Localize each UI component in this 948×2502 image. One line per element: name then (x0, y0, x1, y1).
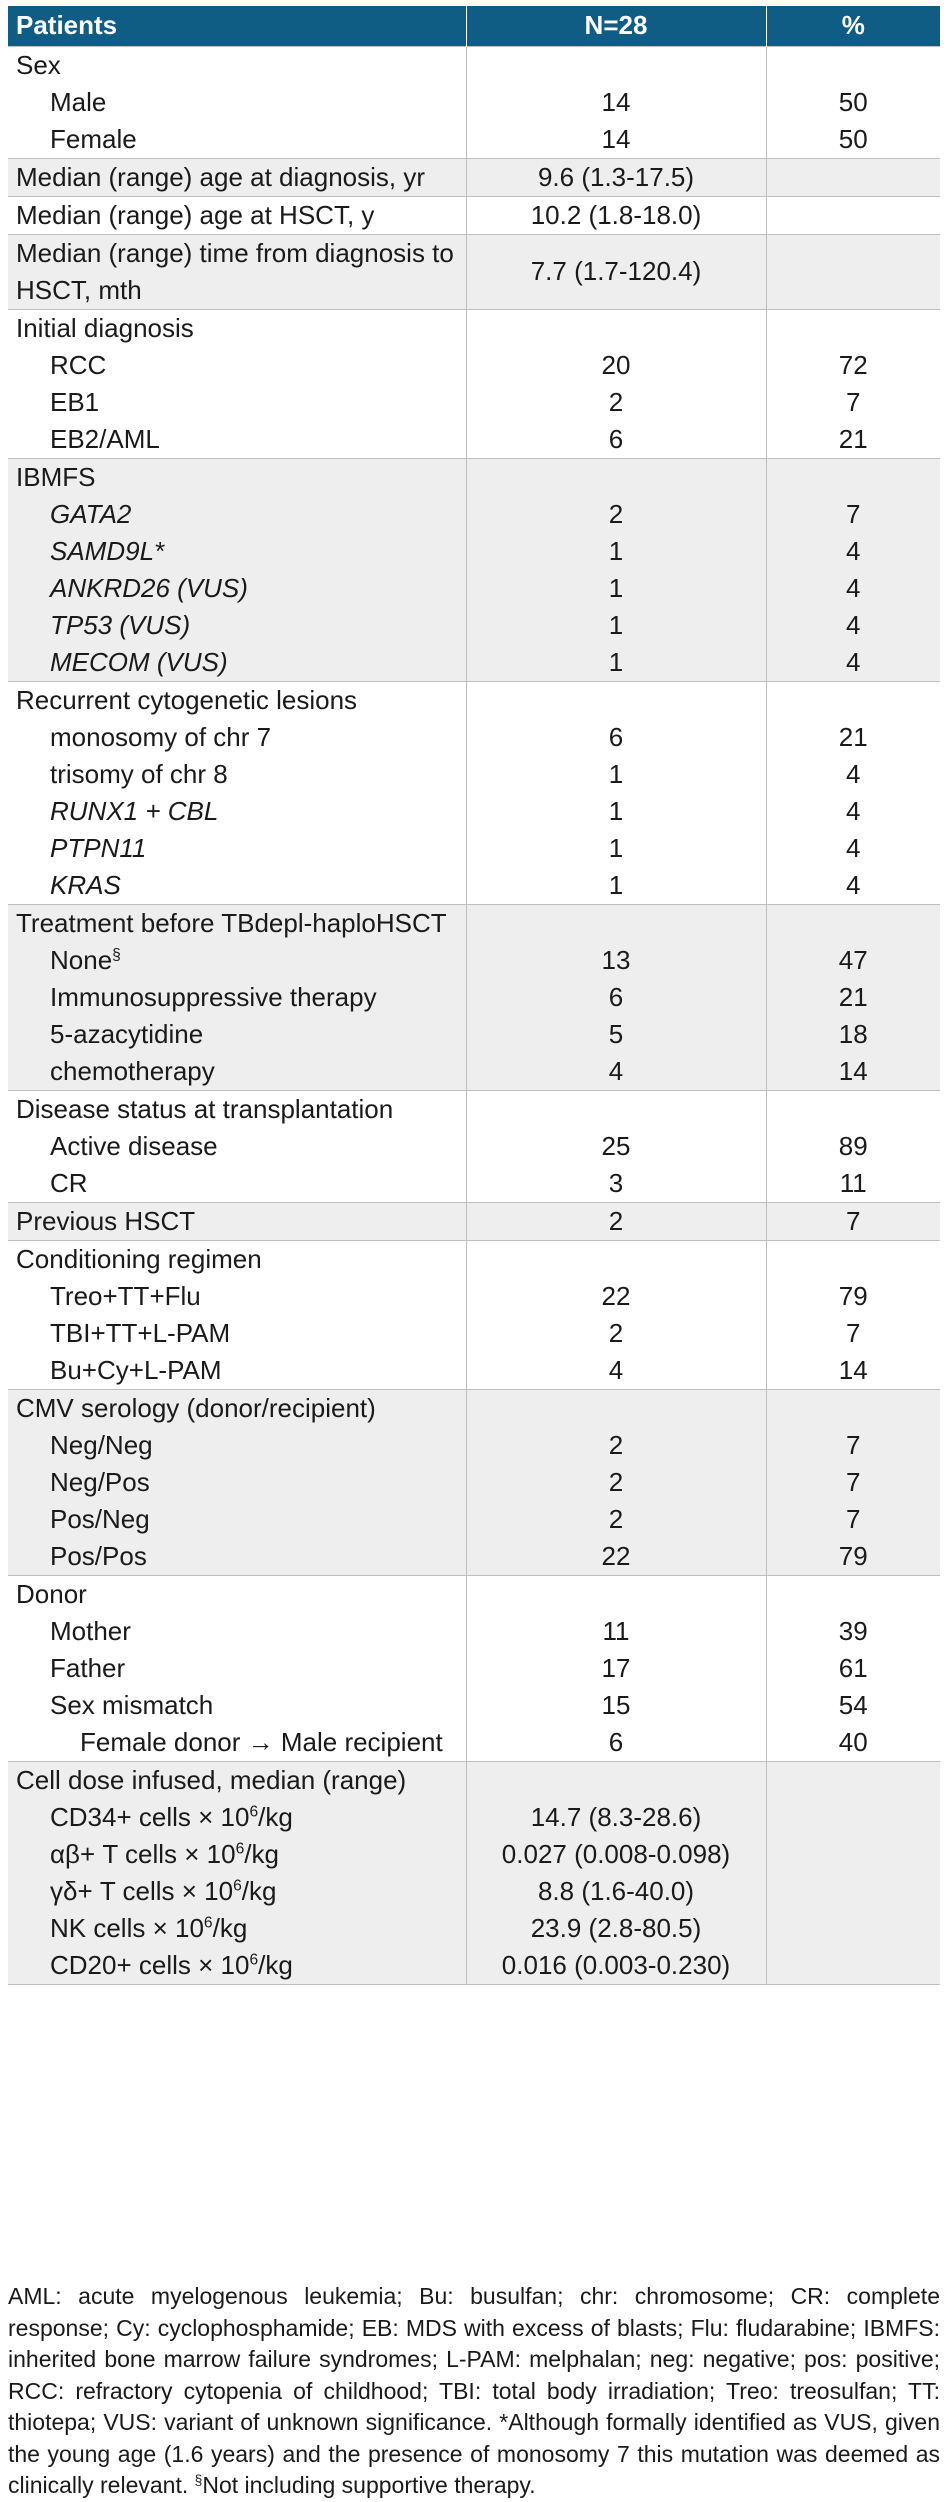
table-row (8, 607, 940, 644)
table-row (8, 1352, 940, 1390)
table-row (8, 681, 940, 719)
row-count (466, 1240, 766, 1278)
row-percent: 72 (766, 347, 940, 384)
row-label-unit: /kg (258, 1949, 293, 1980)
row-percent: 21 (766, 421, 940, 459)
row-count: 6 (466, 421, 766, 459)
row-label-text: Female donor → Male recipient (80, 1727, 443, 1757)
table-row (8, 1538, 940, 1576)
row-count: 20 (466, 347, 766, 384)
row-group (8, 904, 940, 1090)
table-row (8, 158, 940, 196)
header-n: N=28 (466, 6, 766, 46)
table-row (8, 830, 940, 867)
row-label (8, 681, 466, 719)
row-label-text: αβ+ T cells × 10 (50, 1838, 236, 1869)
row-label-text: Disease status at transplantation (16, 1093, 394, 1124)
row-group (8, 681, 940, 904)
row-label (8, 1799, 466, 1836)
row-percent: 89 (766, 1128, 940, 1165)
row-label (8, 1090, 466, 1128)
table-row (8, 421, 940, 459)
table-row (8, 1315, 940, 1352)
table-row (8, 46, 940, 84)
row-percent: 7 (766, 1427, 940, 1464)
table-row (8, 1650, 940, 1687)
row-label-text: SAMD9L* (50, 535, 165, 566)
row-label-text: EB2/AML (50, 423, 160, 454)
table-row (8, 1613, 940, 1650)
row-label (8, 867, 466, 905)
row-label (8, 1427, 466, 1464)
row-percent (766, 1873, 940, 1910)
row-label (8, 384, 466, 421)
row-percent: 79 (766, 1538, 940, 1576)
row-label (8, 756, 466, 793)
row-percent: 4 (766, 867, 940, 905)
table-row (8, 1389, 940, 1427)
row-percent: 18 (766, 1016, 940, 1053)
row-percent: 4 (766, 756, 940, 793)
row-percent (766, 1389, 940, 1427)
row-group (8, 1090, 940, 1202)
row-label-superscript: § (112, 945, 121, 963)
row-percent: 14 (766, 1053, 940, 1091)
row-label (8, 1538, 466, 1576)
row-count: 22 (466, 1278, 766, 1315)
row-label (8, 309, 466, 347)
table-row (8, 1575, 940, 1613)
row-group (8, 158, 940, 196)
table-row (8, 496, 940, 533)
row-percent: 7 (766, 384, 940, 421)
header-percent: % (766, 6, 940, 46)
row-count: 8.8 (1.6-40.0) (466, 1873, 766, 1910)
row-percent: 50 (766, 121, 940, 159)
row-label (8, 1202, 466, 1240)
row-count: 0.027 (0.008-0.098) (466, 1836, 766, 1873)
table-row (8, 347, 940, 384)
row-label-text: None (50, 944, 113, 975)
row-count: 14.7 (8.3-28.6) (466, 1799, 766, 1836)
row-group (8, 1389, 940, 1575)
row-count: 1 (466, 793, 766, 830)
table-row (8, 719, 940, 756)
table-row (8, 1836, 940, 1873)
row-group (8, 1202, 940, 1240)
row-count: 9.6 (1.3-17.5) (466, 158, 766, 196)
row-percent (766, 1575, 940, 1613)
row-label (8, 234, 466, 309)
row-group (8, 309, 940, 458)
row-count: 3 (466, 1165, 766, 1203)
row-label (8, 1053, 466, 1091)
row-count (466, 1389, 766, 1427)
row-label (8, 84, 466, 121)
row-label-text: Donor (16, 1578, 87, 1609)
row-label (8, 830, 466, 867)
table-row (8, 458, 940, 496)
row-percent (766, 1836, 940, 1873)
table-row (8, 309, 940, 347)
row-label (8, 1613, 466, 1650)
row-count: 1 (466, 644, 766, 682)
row-label (8, 1910, 466, 1947)
table-row (8, 1687, 940, 1724)
row-count (466, 1090, 766, 1128)
table-header (8, 6, 940, 46)
row-label-text: Bu+Cy+L-PAM (50, 1354, 222, 1385)
row-label (8, 570, 466, 607)
row-count: 15 (466, 1687, 766, 1724)
row-percent: 7 (766, 1202, 940, 1240)
table-row (8, 1724, 940, 1762)
row-label-superscript: 6 (249, 1802, 259, 1820)
row-label (8, 1315, 466, 1352)
row-label (8, 458, 466, 496)
row-count: 23.9 (2.8-80.5) (466, 1910, 766, 1947)
row-label-superscript: 6 (249, 1950, 259, 1968)
row-label-text: EB1 (50, 386, 100, 417)
row-count: 1 (466, 830, 766, 867)
row-label-text: Male (50, 86, 107, 117)
row-count (466, 904, 766, 942)
row-label-text: Neg/Pos (50, 1466, 150, 1497)
footnote-mark: § (194, 2472, 203, 2488)
row-label-text: Previous HSCT (16, 1205, 196, 1236)
row-count: 14 (466, 121, 766, 159)
row-label-text: ANKRD26 (VUS) (50, 572, 248, 603)
row-label (8, 1873, 466, 1910)
table-row (8, 1278, 940, 1315)
footnote-tail: Not including supportive therapy. (202, 2472, 536, 2498)
row-label (8, 1352, 466, 1390)
row-percent (766, 196, 940, 234)
row-label-text: IBMFS (16, 461, 96, 492)
table-row (8, 1202, 940, 1240)
row-label-text: CD20+ cells × 10 (50, 1949, 250, 1980)
row-label-text: Female (50, 123, 137, 154)
table-row (8, 1240, 940, 1278)
table-row (8, 1947, 940, 1985)
row-label (8, 644, 466, 682)
row-label (8, 533, 466, 570)
table-row (8, 384, 940, 421)
row-count: 2 (466, 1464, 766, 1501)
row-percent: 7 (766, 1315, 940, 1352)
row-label-superscript: 6 (233, 1876, 242, 1894)
table-row (8, 1016, 940, 1053)
row-count: 1 (466, 533, 766, 570)
row-label-text: Median (range) time from diagnosis to HSCT, mth (16, 237, 454, 305)
row-label-text: Neg/Neg (50, 1429, 153, 1460)
row-label (8, 719, 466, 756)
table-row (8, 1165, 940, 1203)
row-count: 13 (466, 942, 766, 979)
row-percent: 47 (766, 942, 940, 979)
row-label-text: Median (range) age at HSCT, y (16, 199, 375, 230)
row-label-unit: /kg (241, 1875, 277, 1906)
row-percent: 21 (766, 979, 940, 1016)
row-percent: 21 (766, 719, 940, 756)
row-label-text: Treo+TT+Flu (50, 1280, 201, 1311)
row-count: 6 (466, 1724, 766, 1762)
row-label (8, 1389, 466, 1427)
row-label-text: chemotherapy (50, 1055, 215, 1086)
row-label-text: γδ+ T cells × 10 (50, 1875, 234, 1906)
row-label (8, 1165, 466, 1203)
table-row (8, 1761, 940, 1799)
row-label-text: RCC (50, 349, 107, 380)
row-label (8, 1650, 466, 1687)
table-row (8, 1053, 940, 1091)
row-count: 4 (466, 1053, 766, 1091)
row-label (8, 793, 466, 830)
row-label (8, 1501, 466, 1538)
row-label (8, 1016, 466, 1053)
row-percent (766, 681, 940, 719)
row-count: 2 (466, 1427, 766, 1464)
row-label (8, 1278, 466, 1315)
row-percent: 61 (766, 1650, 940, 1687)
table-row (8, 644, 940, 682)
row-count: 2 (466, 1315, 766, 1352)
row-label-unit: /kg (258, 1801, 293, 1832)
row-group (8, 1761, 940, 1984)
row-count: 7.7 (1.7-120.4) (466, 234, 766, 309)
row-label-text: Father (50, 1652, 126, 1683)
table-row (8, 1799, 940, 1836)
row-count (466, 46, 766, 84)
row-count: 22 (466, 1538, 766, 1576)
row-label-text: Sex (16, 49, 61, 80)
row-count: 10.2 (1.8-18.0) (466, 196, 766, 234)
row-label-text: monosomy of chr 7 (50, 721, 272, 752)
row-percent (766, 458, 940, 496)
row-percent: 11 (766, 1165, 940, 1203)
row-label (8, 1836, 466, 1873)
row-count: 14 (466, 84, 766, 121)
row-percent (766, 1947, 940, 1985)
row-percent (766, 234, 940, 309)
table-row (8, 979, 940, 1016)
row-count: 2 (466, 384, 766, 421)
row-label-unit: /kg (244, 1838, 279, 1869)
row-count: 25 (466, 1128, 766, 1165)
row-count: 11 (466, 1613, 766, 1650)
row-percent: 7 (766, 1501, 940, 1538)
row-percent: 39 (766, 1613, 940, 1650)
row-label-unit: /kg (212, 1912, 248, 1943)
header-row (8, 6, 940, 46)
row-percent: 4 (766, 570, 940, 607)
row-count: 17 (466, 1650, 766, 1687)
table-row (8, 1090, 940, 1128)
table-row (8, 234, 940, 309)
row-label-text: Conditioning regimen (16, 1243, 262, 1274)
row-label (8, 196, 466, 234)
row-label-text: MECOM (VUS) (50, 646, 228, 677)
row-percent: 4 (766, 644, 940, 682)
row-count: 4 (466, 1352, 766, 1390)
row-label-text: GATA2 (50, 498, 132, 529)
row-group (8, 196, 940, 234)
row-label-superscript: 6 (235, 1839, 245, 1857)
row-group (8, 1240, 940, 1389)
row-count: 2 (466, 1501, 766, 1538)
row-percent (766, 309, 940, 347)
patient-characteristics-table (8, 6, 940, 1985)
row-count: 1 (466, 756, 766, 793)
table-footnote (8, 2281, 940, 2502)
row-label-text: Treatment before TBdepl-haploHSCT (16, 907, 447, 938)
table-row (8, 533, 940, 570)
row-percent (766, 158, 940, 196)
row-percent: 14 (766, 1352, 940, 1390)
table-row (8, 1464, 940, 1501)
row-label-text: NK cells × 10 (50, 1912, 204, 1943)
table-row (8, 1427, 940, 1464)
table-row (8, 756, 940, 793)
row-label (8, 496, 466, 533)
row-label-superscript: 6 (203, 1913, 213, 1931)
row-percent (766, 1090, 940, 1128)
row-percent: 4 (766, 793, 940, 830)
row-count: 0.016 (0.003-0.230) (466, 1947, 766, 1985)
row-count (466, 309, 766, 347)
row-label-text: 5-azacytidine (50, 1018, 204, 1049)
row-group (8, 234, 940, 309)
table-row (8, 121, 940, 159)
row-percent: 79 (766, 1278, 940, 1315)
row-label (8, 1575, 466, 1613)
row-percent (766, 1761, 940, 1799)
row-label (8, 1128, 466, 1165)
row-label-text: trisomy of chr 8 (50, 758, 228, 789)
table-row (8, 570, 940, 607)
row-label-text: CD34+ cells × 10 (50, 1801, 250, 1832)
row-label-text: Pos/Neg (50, 1503, 150, 1534)
row-label (8, 1464, 466, 1501)
row-label-text: TP53 (VUS) (50, 609, 191, 640)
table-row (8, 867, 940, 905)
row-label (8, 1724, 466, 1762)
table-row (8, 904, 940, 942)
row-percent: 40 (766, 1724, 940, 1762)
row-percent (766, 1240, 940, 1278)
row-count: 2 (466, 496, 766, 533)
row-label-text: Initial diagnosis (16, 312, 194, 343)
row-percent (766, 1799, 940, 1836)
row-count: 1 (466, 867, 766, 905)
row-group (8, 46, 940, 158)
row-label (8, 1240, 466, 1278)
row-percent (766, 46, 940, 84)
table-row (8, 1910, 940, 1947)
row-percent: 7 (766, 496, 940, 533)
row-label-text: Median (range) age at diagnosis, yr (16, 161, 426, 192)
row-label-text: TBI+TT+L-PAM (50, 1317, 231, 1348)
row-group (8, 1575, 940, 1761)
row-count (466, 1761, 766, 1799)
row-label (8, 979, 466, 1016)
row-label-text: Sex mismatch (50, 1689, 214, 1720)
row-label (8, 421, 466, 459)
row-percent: 4 (766, 830, 940, 867)
row-count (466, 681, 766, 719)
row-label-text: Recurrent cytogenetic lesions (16, 684, 358, 715)
row-label (8, 942, 466, 979)
row-label (8, 1687, 466, 1724)
row-label (8, 158, 466, 196)
row-group (8, 458, 940, 681)
row-label (8, 1947, 466, 1985)
row-percent: 4 (766, 607, 940, 644)
header-patients: Patients (8, 6, 466, 46)
row-label (8, 347, 466, 384)
table-row (8, 1501, 940, 1538)
row-label (8, 46, 466, 84)
row-label (8, 1761, 466, 1799)
row-label-text: Active disease (50, 1130, 218, 1161)
row-percent: 4 (766, 533, 940, 570)
row-count: 2 (466, 1202, 766, 1240)
row-label-text: CMV serology (donor/recipient) (16, 1392, 376, 1423)
row-count (466, 1575, 766, 1613)
row-count: 6 (466, 979, 766, 1016)
row-label-text: PTPN11 (50, 832, 147, 863)
row-label-text: KRAS (50, 869, 121, 900)
row-percent: 50 (766, 84, 940, 121)
row-label (8, 904, 466, 942)
table-row (8, 1873, 940, 1910)
row-count: 1 (466, 607, 766, 644)
footnote-text: AML: acute myelogenous leukemia; Bu: busulfan; chr: chromosome; CR: complete response; Cy: cyclophosphamide; EB: MDS with excess of blasts; Flu: fludarabine; IBMFS: inherited bone marrow failure syndromes; L-PAM: melphalan; neg: negative; pos: positive; RCC: refractory cytopenia of childhood; TBI: total body irradiation; Treo: treosulfan; TT: thiotepa; VUS: variant of unknown significance. *Although formally identified as VUS, given the young age (1.6 years) and the presence of monosomy 7 this mutation was deemed as clinically relevant. (8, 2283, 940, 2498)
row-percent (766, 1910, 940, 1947)
row-label-text: Pos/Pos (50, 1540, 147, 1571)
row-label-text: Mother (50, 1615, 131, 1646)
row-label-text: RUNX1 + CBL (50, 795, 219, 826)
row-label-text: CR (50, 1167, 88, 1198)
row-label-text: Cell dose infused, median (range) (16, 1764, 407, 1795)
row-percent: 7 (766, 1464, 940, 1501)
table-row (8, 1128, 940, 1165)
row-count: 5 (466, 1016, 766, 1053)
table-row (8, 196, 940, 234)
row-count: 6 (466, 719, 766, 756)
row-count (466, 458, 766, 496)
row-label-text: Immunosuppressive therapy (50, 981, 377, 1012)
table-row (8, 84, 940, 121)
table-row (8, 793, 940, 830)
table-row (8, 942, 940, 979)
row-percent (766, 904, 940, 942)
row-percent: 54 (766, 1687, 940, 1724)
row-count: 1 (466, 570, 766, 607)
row-label (8, 121, 466, 159)
row-label (8, 607, 466, 644)
